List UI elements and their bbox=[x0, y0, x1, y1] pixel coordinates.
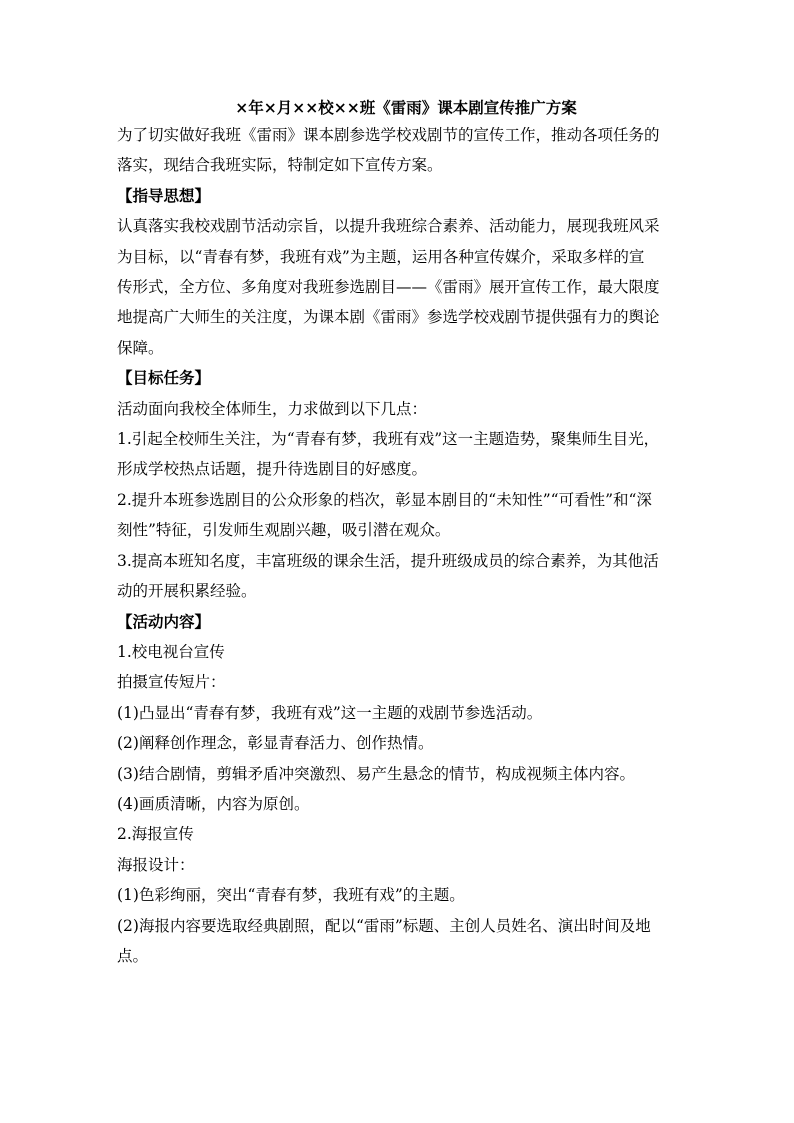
guiding-ideology-line-1: 认真落实我校戏剧节活动宗旨，以提升我班综合素养、活动能力，展现我班风采 bbox=[117, 217, 660, 236]
intro-line-2: 落实，现结合我班实际，特制定如下宣传方案。 bbox=[117, 156, 443, 175]
activity-part-2-item-2-line-2: 点。 bbox=[117, 946, 149, 965]
section-heading-activities: 【活动内容】 bbox=[117, 611, 211, 631]
section-heading-guiding-ideology: 【指导思想】 bbox=[117, 185, 211, 205]
activity-part-1-title: 1.校电视台宣传 bbox=[117, 642, 225, 661]
goals-intro: 活动面向我校全体师生，力求做到以下几点： bbox=[117, 399, 428, 418]
guiding-ideology-line-3: 传形式，全方位、多角度对我班参选剧目——《雷雨》展开宣传工作，最大限度 bbox=[117, 278, 660, 297]
activity-part-2-item-2-line-1: (2)海报内容要选取经典剧照，配以“雷雨”标题、主创人员姓名、演出时间及地 bbox=[117, 916, 651, 935]
guiding-ideology-line-2: 为目标，以“青春有梦，我班有戏”为主题，运用各种宣传媒介，采取多样的宣 bbox=[117, 247, 645, 266]
document-page bbox=[117, 98, 683, 971]
guiding-ideology-line-4: 地提高广大师生的关注度，为课本剧《雷雨》参选学校戏剧节提供强有力的舆论 bbox=[117, 308, 660, 327]
activity-part-1-subtitle: 拍摄宣传短片： bbox=[117, 673, 226, 692]
activity-part-2-title: 2.海报宣传 bbox=[117, 825, 194, 844]
goal-item-3-line-2: 动的开展积累经验。 bbox=[117, 582, 257, 601]
document-title: ×年×月××校××班《雷雨》课本剧宣传推广方案 bbox=[235, 98, 577, 117]
goal-item-1-line-2: 形成学校热点话题，提升待选剧目的好感度。 bbox=[117, 460, 428, 479]
goal-item-3-line-1: 3.提高本班知名度，丰富班级的课余生活，提升班级成员的综合素养，为其他活 bbox=[117, 551, 659, 570]
activity-part-2-item-1: (1)色彩绚丽，突出“青春有梦，我班有戏”的主题。 bbox=[117, 886, 465, 905]
activity-part-1-item-3: (3)结合剧情，剪辑矛盾冲突激烈、易产生悬念的情节，构成视频主体内容。 bbox=[117, 764, 635, 783]
goal-item-1-line-1: 1.引起全校师生关注，为“青春有梦，我班有戏”这一主题造势，聚集师生目光， bbox=[117, 430, 660, 449]
activity-part-2-subtitle: 海报设计： bbox=[117, 855, 195, 874]
activity-part-1-item-2: (2)阐释创作理念，彰显青春活力、创作热情。 bbox=[117, 734, 434, 753]
goal-item-2-line-1: 2.提升本班参选剧目的公众形象的档次，彰显本剧目的“未知性”“可看性”和“深 bbox=[117, 490, 652, 509]
guiding-ideology-line-5: 保障。 bbox=[117, 338, 164, 357]
goal-item-2-line-2: 刻性”特征，引发师生观剧兴趣，吸引潜在观众。 bbox=[117, 521, 451, 540]
activity-part-1-item-1: (1)凸显出“青春有梦，我班有戏”这一主题的戏剧节参选活动。 bbox=[117, 703, 543, 722]
section-heading-goals: 【目标任务】 bbox=[117, 368, 211, 388]
activity-part-1-item-4: (4)画质清晰，内容为原创。 bbox=[117, 794, 310, 813]
intro-line-1: 为了切实做好我班《雷雨》课本剧参选学校戏剧节的宣传工作，推动各项任务的 bbox=[117, 126, 660, 144]
